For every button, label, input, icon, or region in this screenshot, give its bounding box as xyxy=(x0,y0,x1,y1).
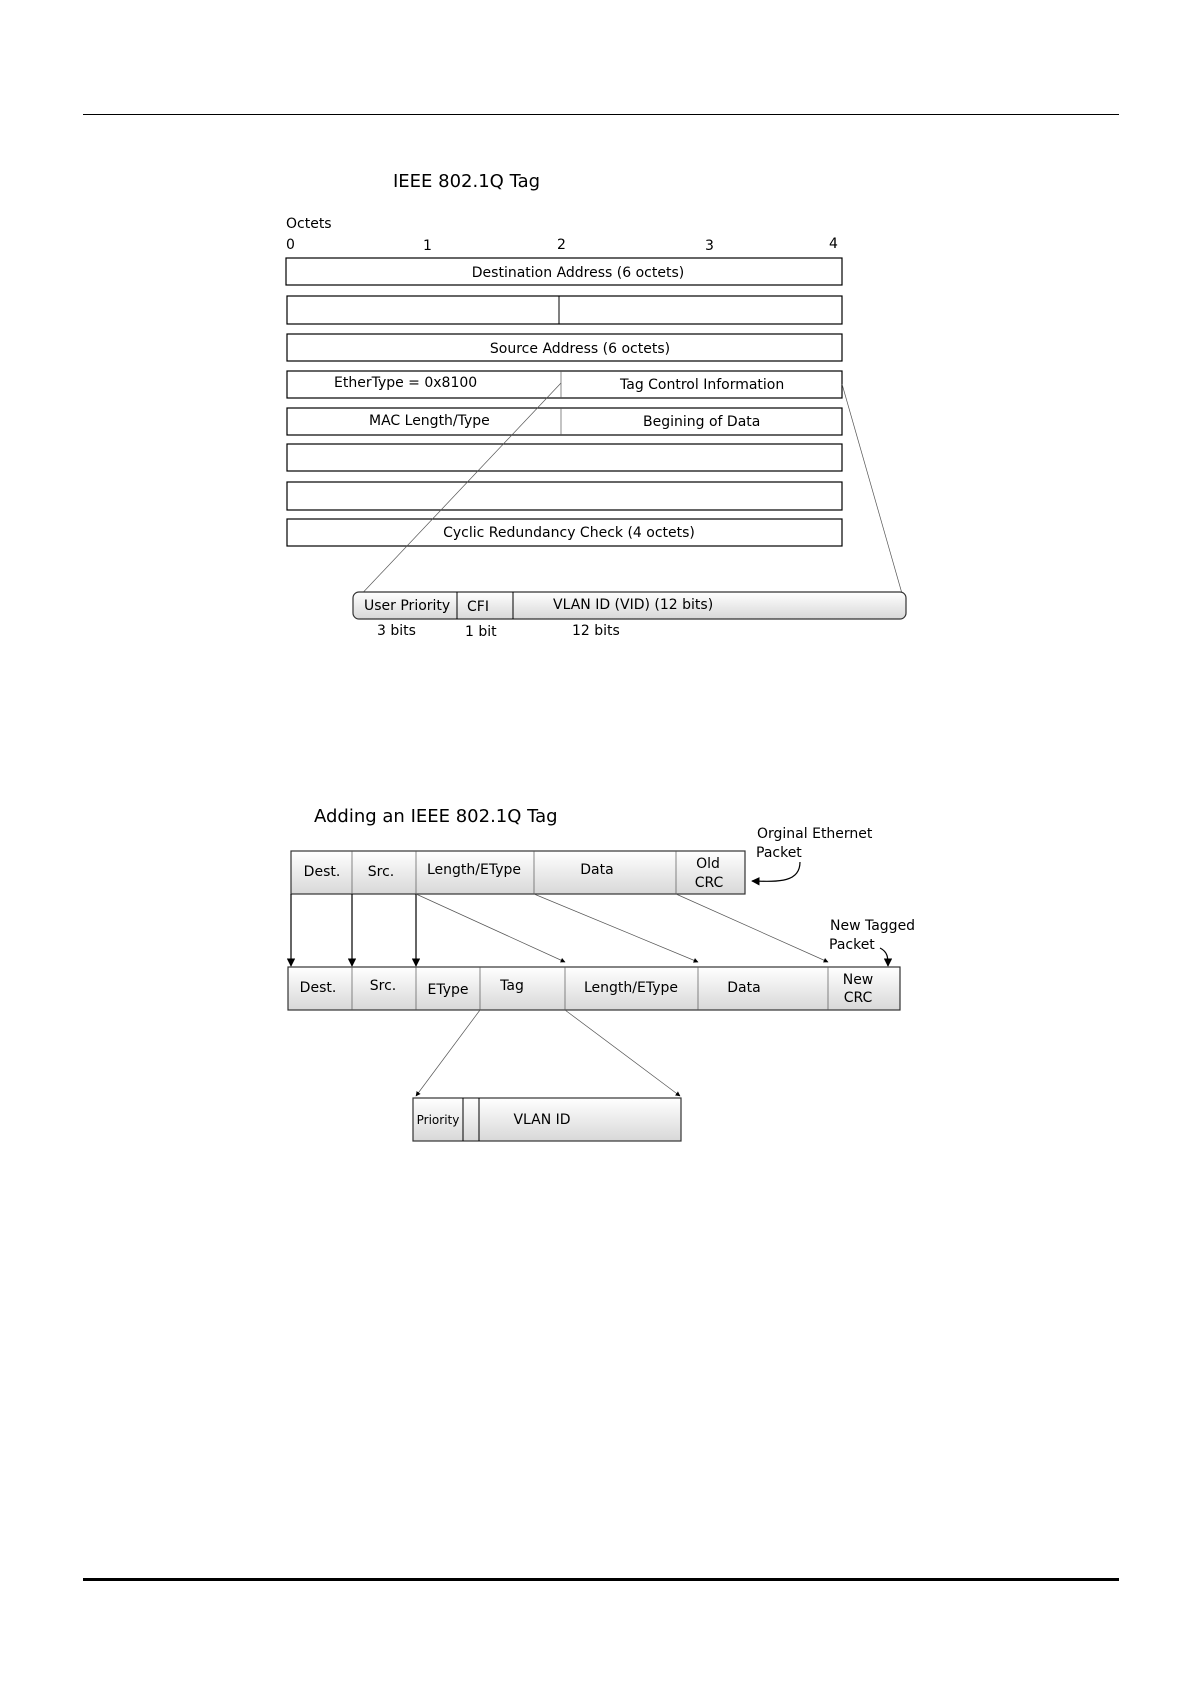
frame-row-7 xyxy=(287,482,842,510)
tag-control-label: Tag Control Information xyxy=(620,377,785,393)
arrow-data-to-length xyxy=(534,894,698,962)
new-packet-pointer xyxy=(880,948,888,966)
new-packet-label-line1: New Tagged xyxy=(830,918,916,934)
cfi-bits-label: 1 bit xyxy=(465,624,497,640)
tagged-tag: Tag xyxy=(500,978,524,994)
tag-expand-line-right xyxy=(842,384,905,604)
octet-number-3: 3 xyxy=(705,238,714,254)
tag-detail-line-right xyxy=(565,1010,680,1096)
frame-row-6 xyxy=(287,444,842,471)
octet-number-0: 0 xyxy=(286,237,295,253)
tag-detail-vlan-id: VLAN ID xyxy=(513,1112,571,1128)
tagged-crc-label: CRC xyxy=(843,990,873,1006)
octet-number-4: 4 xyxy=(829,236,838,252)
tag-detail-priority: Priority xyxy=(416,1113,460,1127)
figure2-title: Adding an IEEE 802.1Q Tag xyxy=(314,806,558,827)
mac-length-label: MAC Length/Type xyxy=(369,413,490,429)
begin-data-label: Begining of Data xyxy=(643,414,761,430)
frame-row-2 xyxy=(287,296,842,324)
vlan-id-label: VLAN ID (VID) (12 bits) xyxy=(553,597,714,613)
tag-detail-line-left xyxy=(416,1010,480,1096)
priority-bits-label: 3 bits xyxy=(377,623,416,639)
new-packet-label-line2: Packet xyxy=(829,937,875,953)
original-src: Src. xyxy=(367,864,395,880)
tagged-etype: EType xyxy=(427,982,469,998)
original-packet-pointer xyxy=(752,862,800,881)
figure1-title: IEEE 802.1Q Tag xyxy=(393,171,541,192)
destination-address-label: Destination Address (6 octets) xyxy=(471,265,685,281)
tagged-src: Src. xyxy=(369,978,397,994)
user-priority-label: User Priority xyxy=(364,598,451,614)
ethertype-label: EtherType = 0x8100 xyxy=(334,375,478,391)
arrow-length-to-tag xyxy=(416,894,565,962)
crc-label: Cyclic Redundancy Check (4 octets) xyxy=(443,525,695,541)
arrow-crc-to-data xyxy=(676,894,828,962)
tagged-new-label: New xyxy=(842,972,874,988)
octet-number-2: 2 xyxy=(557,237,566,253)
figure-8021q-tag xyxy=(286,171,906,640)
original-packet-label-line1: Orginal Ethernet xyxy=(757,826,873,842)
original-length-etype: Length/EType xyxy=(426,862,522,878)
octet-number-1: 1 xyxy=(423,238,432,254)
original-dest: Dest. xyxy=(303,864,341,880)
original-packet-label-line2: Packet xyxy=(756,845,802,861)
original-data: Data xyxy=(580,862,614,878)
tagged-length-etype: Length/EType xyxy=(583,980,679,996)
figure-adding-tag xyxy=(288,806,915,1141)
cfi-label: CFI xyxy=(467,599,489,615)
source-address-label: Source Address (6 octets) xyxy=(489,341,671,357)
vid-bits-label: 12 bits xyxy=(572,623,620,639)
tagged-data: Data xyxy=(727,980,761,996)
tagged-dest: Dest. xyxy=(299,980,337,996)
original-old-label: Old xyxy=(696,856,720,872)
original-crc-label: CRC xyxy=(694,875,724,891)
octets-label: Octets xyxy=(286,216,332,232)
